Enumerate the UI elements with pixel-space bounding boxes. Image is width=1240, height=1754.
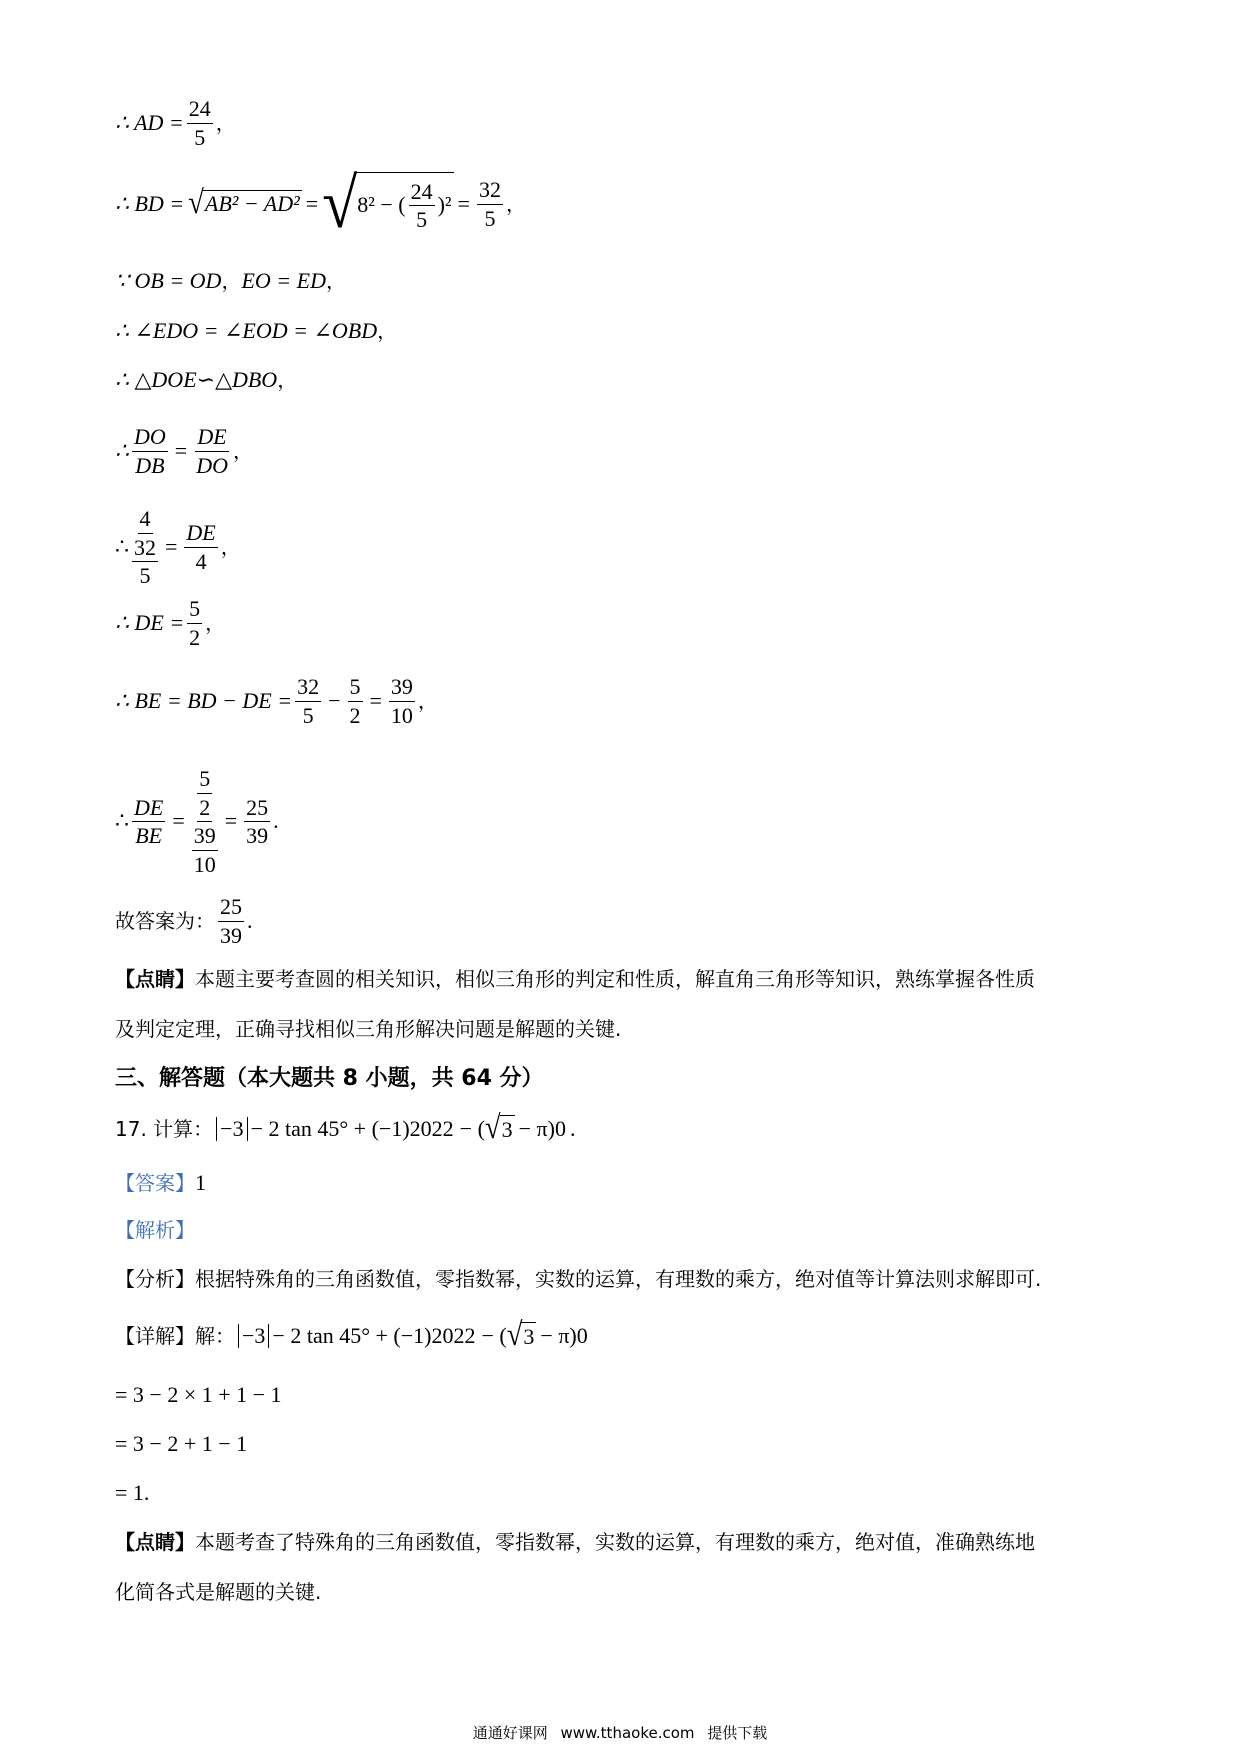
step-bd: ∴ BD = √ AB² − AD² = √ 8² − ( $\frac{24}{5}$ )² = $\frac{32}{5}$ ， [115,164,526,243]
dianjing-2-line1: 【点睛】 本题考查了特殊角的三角函数值，零指数幂，实数的运算，有理数的乘方，绝对值，准确熟练地 [115,1530,1035,1554]
answer-line: 故答案为： $\frac{25}{39}$ . [115,894,253,948]
dianjing-1-line2: 及判定定理，正确寻找相似三角形解决问题是解题的关键. [115,1017,622,1041]
xiangjie: 【详解】 解： −3 − 2 tan 45° + (−1) 2022 − ( √ 3 − π) 0 [115,1317,588,1354]
fenxi: 【分析】 根据特殊角的三角函数值，零指数幂，实数的运算，有理数的乘方，绝对值等计算法则求解即可. [115,1267,1042,1291]
step-de: ∴ DE = $\frac{5}{2}$ ， [115,596,226,650]
question-17: 17. 计算： −3 − 2 tan 45° + (−1) 2022 − ( √ 3 − π) 0 . [115,1110,576,1147]
fraction: $\frac{DE}{BE}$ [134,794,164,848]
compound-fraction: $\frac{\frac{5}{2}}{\frac{39}{10}}$ [193,766,216,877]
fraction: $\frac{25}{39}$ [246,794,269,848]
page-footer [0,1722,1240,1743]
step-ratio: ∴ $\frac{DO}{DB}$ = $\frac{DE}{DO}$ ， [115,424,253,478]
calc-line-2: = 3 − 2 + 1 − 1 [115,1431,248,1456]
calc-line-3: = 1. [115,1480,150,1505]
step-similar: ∴ △DOE∽△DBO ， [115,367,298,393]
calc-line-1: = 3 − 2 × 1 + 1 − 1 [115,1382,282,1407]
step-angles: ∴ ∠EDO = ∠EOD = ∠OBD ， [115,318,398,344]
fraction: $\frac{25}{39}$ [220,894,242,948]
fraction: $\frac{DO}{DB}$ [134,424,166,478]
footer-site: 通通好课网 [472,1724,548,1742]
fraction: $\frac{32}{5}$ [478,177,501,231]
absolute-value: −3 [216,1117,247,1141]
sqrt-expression: √ 3 [484,1110,513,1147]
sqrt-expression: √ 3 [506,1317,535,1354]
fraction: $\frac{5}{2}$ [189,596,201,650]
fraction: $\frac{DE}{DO}$ [196,424,228,478]
fraction: $\frac{32}{5}$ [297,674,320,728]
fraction: $\frac{DE}{4}$ [186,520,216,574]
absolute-value: −3 [238,1324,269,1348]
fraction: $\frac{24}{5}$ [410,178,433,232]
dianjing-2-line2: 化简各式是解题的关键. [115,1580,322,1604]
analysis-tag: 【解析】 [115,1218,195,1242]
step-ad-lhs: ∴ AD = [115,109,184,135]
fraction: $\frac{39}{10}$ [390,674,413,728]
fraction: $\frac{24}{5}$ [188,96,211,150]
step-ad: ∴ AD = $\frac{24}{5}$ ， [115,96,236,150]
step-de-be: ∴ $\frac{DE}{BE}$ = $\frac{\frac{5}{2}}{\frac{39}{10}}$ = $\frac{25}{39}$ . [115,766,279,877]
fraction: $\frac{5}{2}$ [349,674,361,728]
sqrt-expression: √ AB² − AD² [188,185,300,221]
footer-tail: 提供下载 [707,1724,768,1742]
step-be: ∴ BE = BD − DE = $\frac{32}{5}$ − $\frac{5}{2}$ = $\frac{39}{10}$ ， [115,674,438,728]
answer-17: 【答案】 1 [115,1170,206,1196]
dianjing-1-line1: 【点睛】 本题主要考查圆的相关知识，相似三角形的判定和性质，解直角三角形等知识，熟练掌握各性质 [115,967,1035,991]
section-title: 三、解答题（本大题共 8 小题，共 64 分） [115,1066,544,1091]
sqrt-expression-large: √ 8² − ( $\frac{24}{5}$ )² [322,164,452,243]
step-since: ∵ OB = OD ， EO = ED ， [115,268,346,294]
footer-url[interactable]: www.tthaoke.com [560,1724,695,1742]
compound-fraction: $\frac{4}{\frac{32}{5}}$ [134,506,156,588]
step-ratio-substituted: ∴ $\frac{4}{\frac{32}{5}}$ = $\frac{DE}{4}$ ， [115,506,241,588]
